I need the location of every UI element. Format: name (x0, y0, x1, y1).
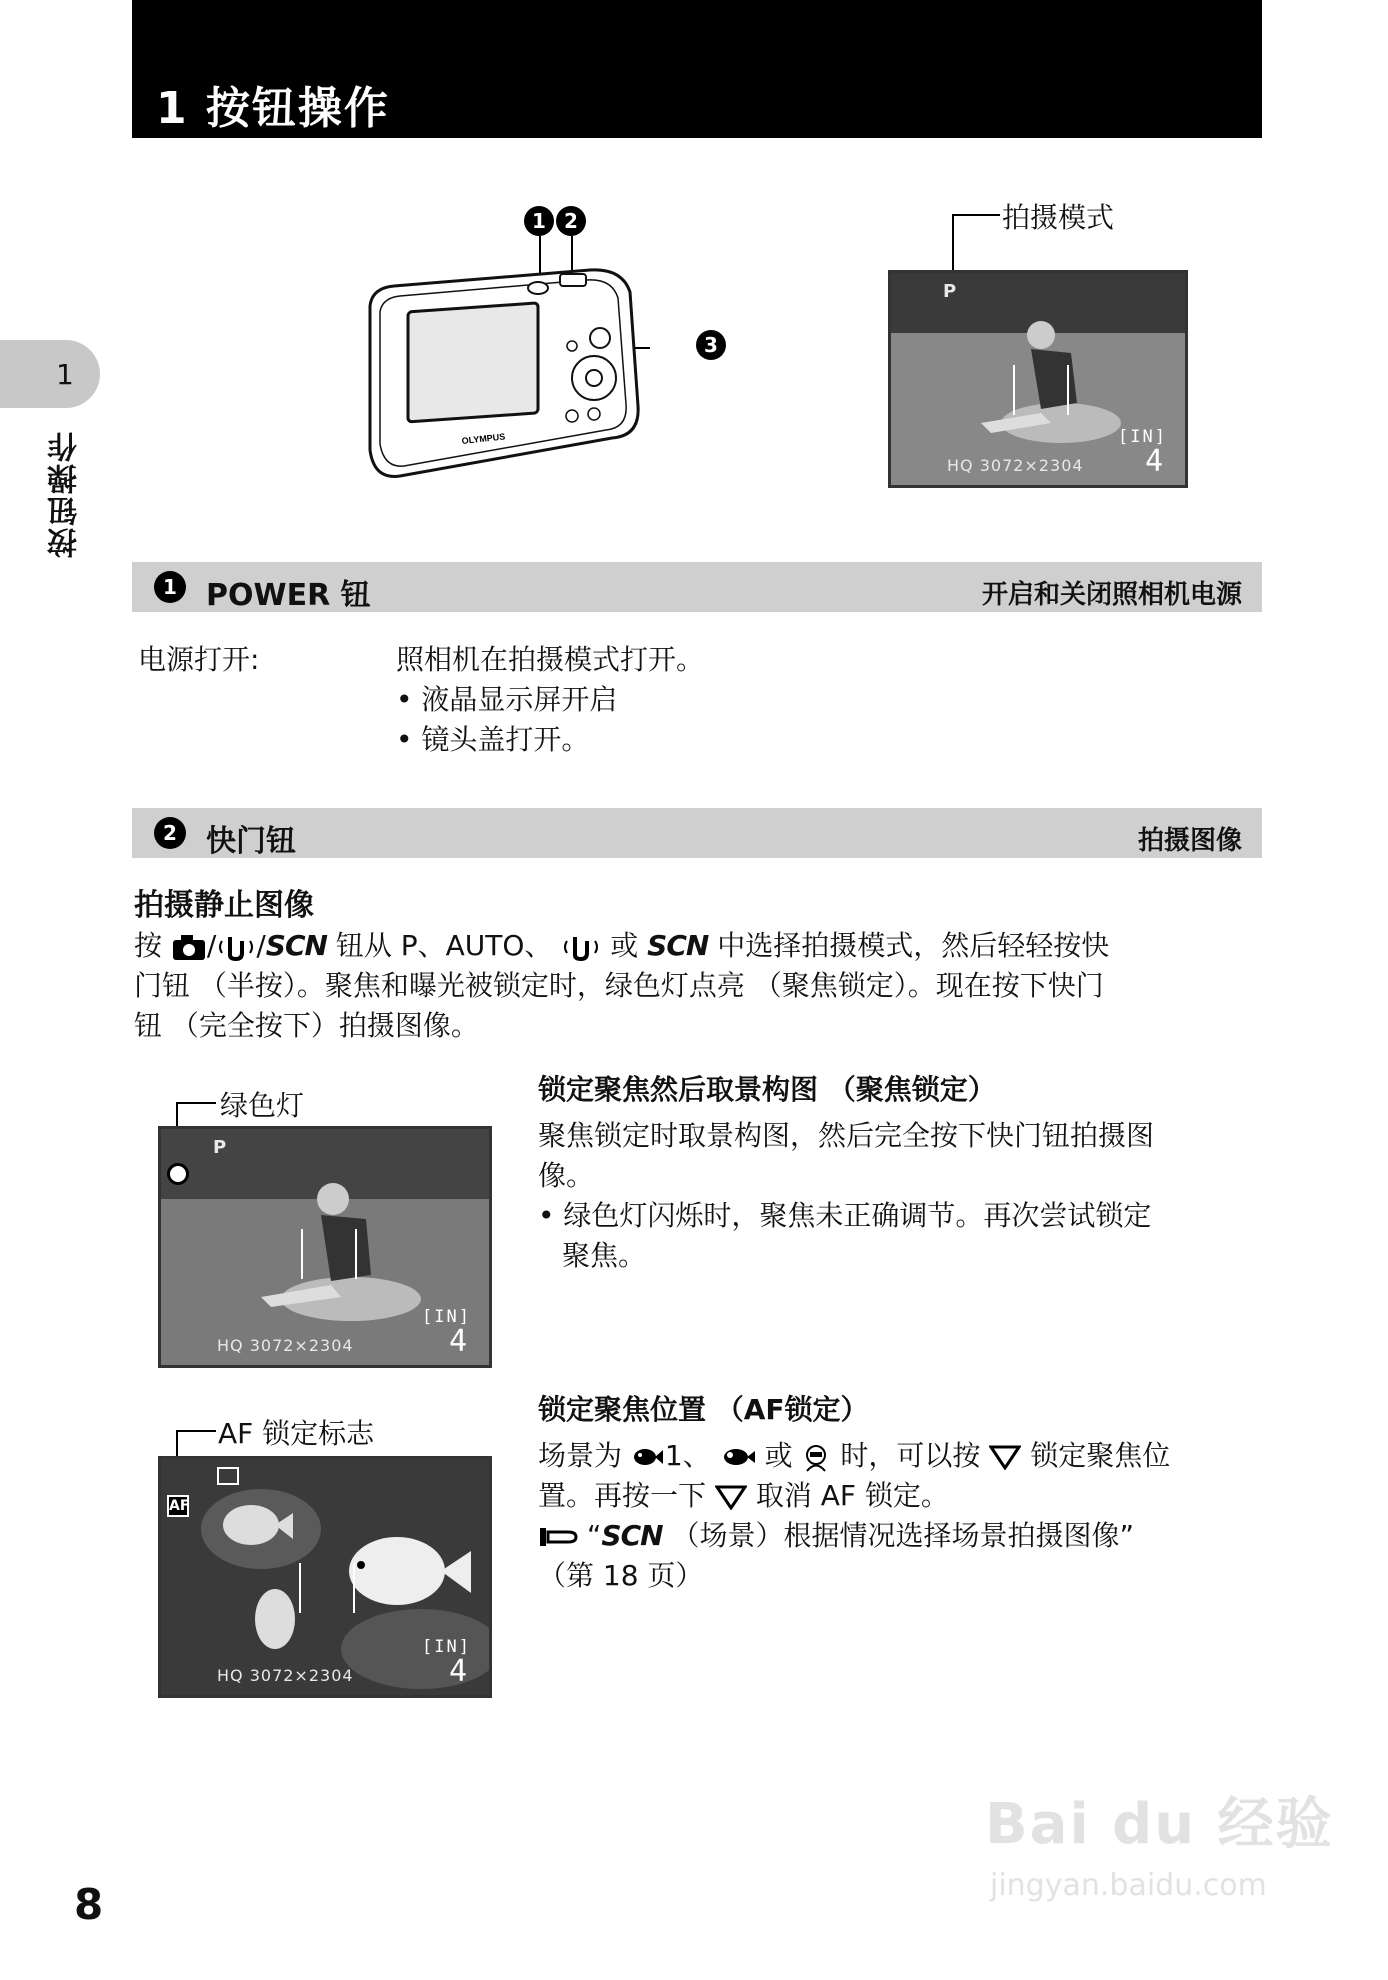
chapter-tab (0, 340, 100, 408)
lcd-focus-lock (158, 1126, 492, 1368)
quality-indicator: HQ 3072×2304 (217, 1666, 354, 1685)
chapter-label: 按钮操作 (48, 430, 83, 558)
memory-indicator: [IN] (422, 1637, 471, 1657)
arrow-down-icon (715, 1484, 747, 1510)
focus-lock-bullet-cont: 聚焦。 (562, 1239, 647, 1272)
section-power-header (132, 562, 1262, 612)
header-bar (132, 0, 1262, 138)
page-title: 1 按钮操作 (156, 83, 390, 134)
power-term: 电源打开: (138, 643, 260, 676)
portrait-scene-icon (801, 1442, 831, 1472)
anti-shake-icon (561, 933, 601, 961)
power-bullet: • 镜头盖打开。 (396, 723, 590, 756)
shots-remaining: 4 (448, 1324, 467, 1359)
watermark-logo: Bai du 经验 (985, 1792, 1334, 1857)
reference-pointer-icon (538, 1524, 578, 1550)
leader-line (952, 214, 954, 270)
still-paragraph-line3: 钮 （完全按下）拍摄图像。 (134, 1009, 479, 1042)
callout-3: 3 (696, 330, 726, 360)
green-lamp-label: 绿色灯 (220, 1089, 305, 1122)
scn-icon: SCN (647, 929, 709, 962)
section-title: 快门钮 (206, 824, 296, 859)
quality-indicator: HQ 3072×2304 (947, 456, 1084, 475)
underwater-scene-icon (631, 1444, 665, 1470)
watermark-url: jingyan.baidu.com (990, 1868, 1267, 1903)
arrow-down-icon (989, 1444, 1021, 1470)
af-lock-label: AF 锁定标志 (218, 1417, 375, 1450)
callout-2: 2 (556, 206, 586, 236)
anti-shake-icon (216, 933, 256, 961)
camera-icon (171, 933, 207, 961)
memory-indicator: [IN] (422, 1307, 471, 1327)
af-lock-text-line2: 置。再按一下 取消 AF 锁定。 (538, 1479, 949, 1512)
section-number: 2 (154, 817, 186, 849)
section-summary: 开启和关闭照相机电源 (981, 580, 1242, 610)
still-paragraph-line2: 门钮 （半按）。聚焦和曝光被锁定时，绿色灯点亮 （聚焦锁定）。现在按下快门 (134, 969, 1104, 1002)
af-target (301, 1229, 357, 1279)
quality-indicator: HQ 3072×2304 (217, 1336, 354, 1355)
camera-illustration (350, 236, 650, 486)
focus-lock-text: 聚焦锁定时取景构图，然后完全按下快门钮拍摄图 (538, 1119, 1155, 1152)
chapter-number: 1 (56, 358, 74, 391)
af-lock-heading: 锁定聚焦位置 （AF锁定） (538, 1393, 869, 1426)
scn-icon: SCN (265, 929, 327, 962)
power-desc: 照相机在拍摄模式打开。 (396, 643, 705, 676)
leader-line (952, 214, 1000, 216)
focus-lock-bullet: • 绿色灯闪烁时，聚焦未正确调节。再次尝试锁定 (538, 1199, 1152, 1232)
brand-logo: OLYMPUS (461, 431, 506, 446)
still-heading: 拍摄静止图像 (134, 888, 314, 923)
af-lock-page-ref: （第 18 页） (538, 1559, 704, 1592)
underwater-macro-icon (720, 1444, 756, 1470)
shots-remaining: 4 (1144, 444, 1163, 479)
focus-lock-heading: 锁定聚焦然后取景构图 （聚焦锁定） (538, 1073, 996, 1106)
shots-remaining: 4 (448, 1654, 467, 1689)
focus-lock-text: 像。 (538, 1159, 595, 1192)
leader-line (176, 1430, 216, 1432)
mode-indicator: P (943, 281, 957, 302)
shooting-mode-label: 拍摄模式 (1002, 201, 1115, 234)
section-title: POWER 钮 (206, 578, 371, 613)
section-number: 1 (154, 571, 186, 603)
power-bullet: • 液晶显示屏开启 (396, 683, 618, 716)
lcd-af-lock (158, 1456, 492, 1698)
section-summary: 拍摄图像 (1137, 826, 1242, 856)
leader-line (176, 1102, 216, 1104)
still-paragraph-line1: 按 / /SCN 钮从 P、AUTO、 或 SCN 中选择拍摄模式，然后轻轻按快 (134, 929, 1110, 962)
af-lock-icon: AF (167, 1495, 189, 1517)
green-lamp-indicator (167, 1163, 189, 1185)
mode-indicator: P (213, 1137, 227, 1158)
scn-icon: SCN (601, 1519, 663, 1552)
memory-indicator: [IN] (1118, 427, 1167, 447)
page-number: 8 (74, 1880, 104, 1929)
af-lock-reference: “SCN （场景）根据情况选择场景拍摄图像” (538, 1516, 1134, 1556)
callout-1: 1 (524, 206, 554, 236)
af-target (1013, 365, 1069, 415)
af-lock-text-line1: 场景为 1、 或 时，可以按 锁定聚焦位 (538, 1439, 1171, 1472)
lcd-preview-top (888, 270, 1188, 488)
section-shutter-header (132, 808, 1262, 858)
af-target (299, 1563, 355, 1613)
macro-scene-icon (217, 1467, 239, 1485)
